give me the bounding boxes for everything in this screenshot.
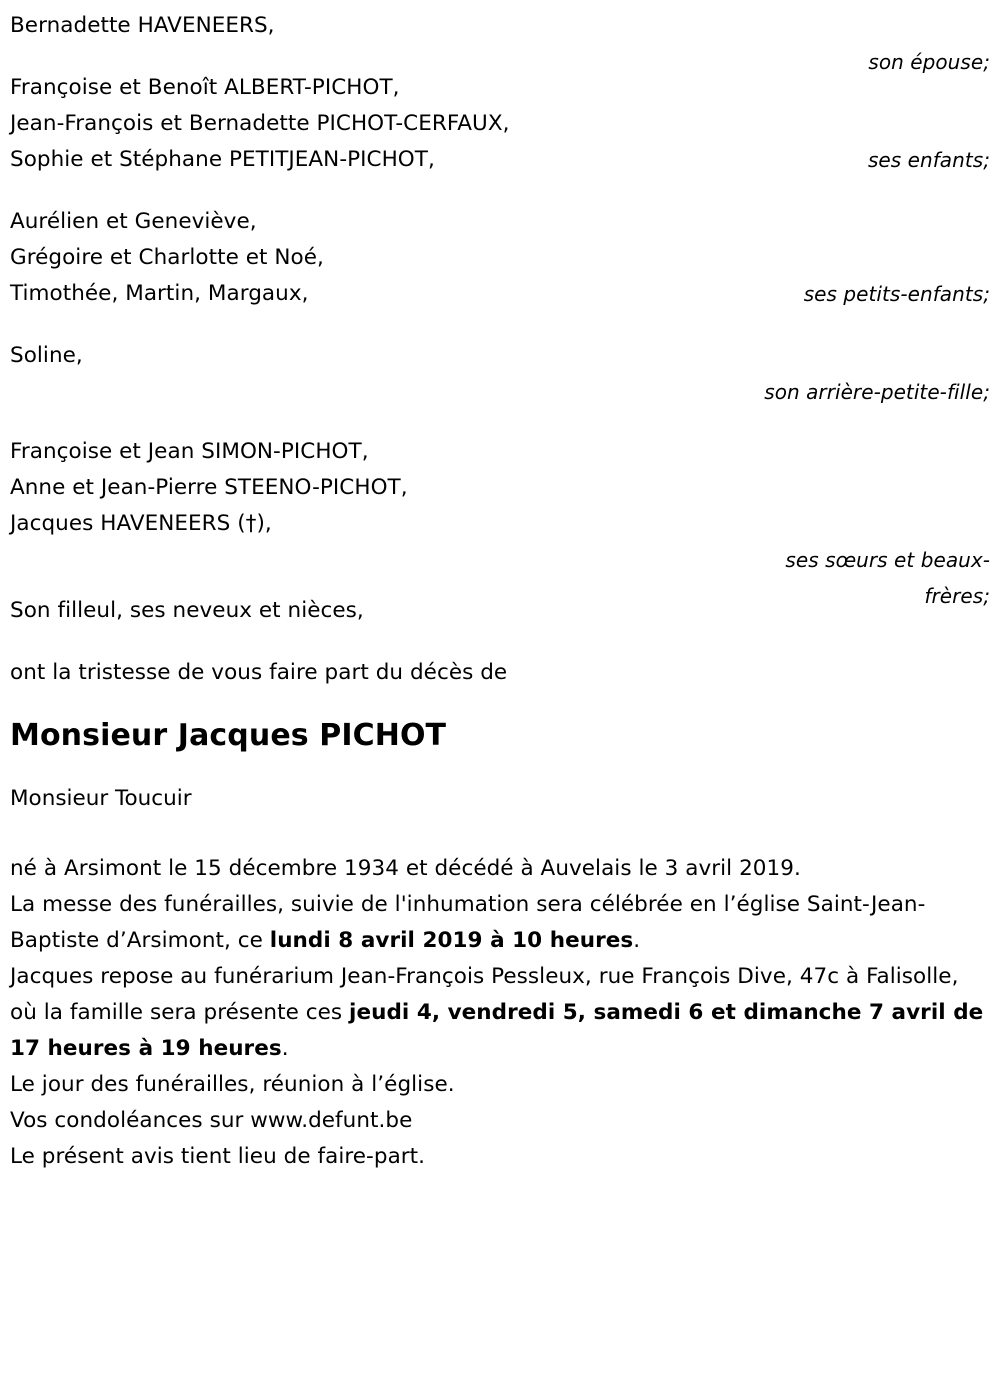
- family-group-great-granddaughter: [10, 338, 990, 404]
- spacer: [10, 755, 990, 781]
- spacer: [10, 178, 990, 204]
- relation-label-great-granddaughter: son arrière-petite-fille;: [764, 380, 990, 404]
- funeral-text-after: .: [633, 928, 641, 953]
- spacer: [10, 312, 990, 338]
- family-name-line: Jean-François et Bernadette PICHOT-CERFAUX,: [10, 111, 510, 136]
- relation-label-siblings: ses sœurs et beaux-frères;: [785, 548, 990, 608]
- family-group-siblings: [10, 434, 990, 608]
- family-name-line: Jacques HAVENEERS (†),: [10, 511, 272, 536]
- family-name-line: Françoise et Jean SIMON-PICHOT,: [10, 439, 369, 464]
- spacer: [10, 691, 990, 717]
- birth-death-line: né à Arsimont le 15 décembre 1934 et décédé à Auvelais le 3 avril 2019.: [10, 856, 801, 881]
- reunion-line: Le jour des funérailles, réunion à l’église.: [10, 1072, 455, 1097]
- funeral-service-paragraph: [10, 887, 990, 959]
- family-name-line: Soline,: [10, 343, 83, 368]
- family-name-line: Grégoire et Charlotte et Noé,: [10, 245, 324, 270]
- visitation-text-before: Jacques repose au funérarium Jean-François Pessleux, rue François Dive, 47c à Falisolle, où la famille sera présente ces: [10, 964, 959, 1025]
- family-name-line: Bernadette HAVENEERS,: [10, 13, 275, 38]
- family-name-line: Timothée, Martin, Margaux,: [10, 281, 309, 306]
- family-name-line: Sophie et Stéphane PETITJEAN-PICHOT,: [10, 147, 435, 172]
- family-names-siblings: [10, 434, 990, 542]
- family-name-line: Anne et Jean-Pierre STEENO-PICHOT,: [10, 475, 408, 500]
- family-group-children: [10, 70, 990, 178]
- notice-line: Le présent avis tient lieu de faire-part.: [10, 1144, 426, 1169]
- spacer: [10, 408, 990, 434]
- relation-label-children: ses enfants;: [867, 148, 990, 172]
- family-names-great-granddaughter: [10, 338, 990, 374]
- visitation-paragraph: [10, 959, 990, 1067]
- funeral-text-before: La messe des funérailles, suivie de l'inhumation sera célébrée en l’église Saint-Jean-Baptiste d’Arsimont, ce: [10, 892, 926, 953]
- condolences-line: Vos condoléances sur www.defunt.be: [10, 1108, 413, 1133]
- family-name-line: Aurélien et Geneviève,: [10, 209, 257, 234]
- deceased-subtitle: Monsieur Toucuir: [10, 786, 192, 811]
- relation-label-grandchildren: ses petits-enfants;: [803, 282, 990, 306]
- godson-nephews-nieces-line: Son filleul, ses neveux et nièces,: [10, 598, 364, 623]
- deceased-name-heading: Monsieur Jacques PICHOT: [10, 718, 447, 753]
- funeral-datetime-bold: lundi 8 avril 2019 à 10 heures: [269, 928, 634, 953]
- family-name-line: Françoise et Benoît ALBERT-PICHOT,: [10, 75, 400, 100]
- spacer: [10, 817, 990, 851]
- spacer: [10, 629, 990, 655]
- family-group-grandchildren: [10, 204, 990, 312]
- relation-label-spouse: son épouse;: [868, 50, 990, 74]
- visitation-text-after: .: [281, 1036, 289, 1061]
- announcement-intro-line: ont la tristesse de vous faire part du décès de: [10, 660, 508, 685]
- family-group-spouse: [10, 8, 990, 74]
- family-names-spouse: [10, 8, 990, 44]
- visitation-datetime-bold: jeudi 4, vendredi 5, samedi 6 et dimanche 7 avril de 17 heures à 19 heures: [10, 1000, 984, 1061]
